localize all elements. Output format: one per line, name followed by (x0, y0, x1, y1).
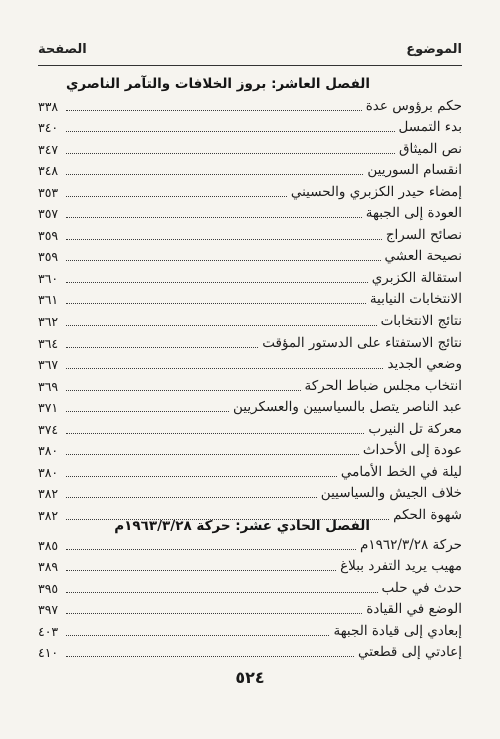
toc-entry (38, 618, 462, 640)
toc-entry-title: بدء التمسل (398, 119, 462, 136)
dot-leader (66, 570, 336, 571)
dot-leader (66, 497, 317, 498)
toc-entry-title: إعادتي إلى قطعتي (357, 644, 462, 661)
toc-entry (38, 416, 462, 438)
topic-column-label: الموضوع (406, 42, 462, 57)
toc-entry (38, 373, 462, 395)
toc-entry (38, 554, 462, 576)
toc-entry-title: الانتخابات النيابية (369, 291, 462, 308)
toc-entry (38, 597, 462, 619)
toc-entry (38, 308, 462, 330)
toc-entry (38, 481, 462, 503)
dot-leader (66, 153, 395, 154)
dot-leader (66, 454, 359, 455)
toc-entry-title: الوضع في القيادة (366, 601, 462, 618)
toc-entry-page: ٣٦١ (38, 292, 59, 308)
toc-entry-page: ٣٨٠ (38, 443, 59, 459)
dot-leader (66, 110, 362, 111)
toc-entry (38, 640, 462, 662)
toc-entry-page: ٣٥٣ (38, 184, 59, 200)
page-number: ٥٢٤ (235, 668, 265, 687)
toc-entry-page: ٣٩٥ (38, 580, 59, 596)
toc-entry-page: ٣٥٩ (38, 249, 59, 265)
column-headers (38, 42, 462, 57)
chapter-10-entries (38, 93, 462, 524)
toc-entry-title: إبعادي إلى قيادة الجبهة (333, 622, 462, 639)
toc-entry-title: نصيحة العشي (384, 248, 462, 265)
toc-entry (38, 201, 462, 223)
toc-entry-page: ٣٥٧ (38, 206, 59, 222)
dot-leader (66, 347, 258, 348)
toc-entry-title: إمضاء حيدر الكزبري والحسيني (290, 183, 462, 200)
toc-entry-title: عبد الناصر يتصل بالسياسيين والعسكريين (232, 399, 462, 416)
toc-entry-page: ٣٨٩ (38, 559, 59, 575)
toc-entry (38, 438, 462, 460)
toc-entry-title: استقالة الكزبري (371, 269, 462, 286)
toc-entry-title: حركة ١٩٦٢/٣/٢٨م (360, 536, 462, 553)
toc-entry-page: ٣٧١ (38, 400, 59, 416)
toc-entry-page: ٣٩٧ (38, 602, 59, 618)
page-column-label: الصفحة (38, 42, 87, 57)
dot-leader (66, 260, 381, 261)
toc-entry-page: ٣٧٤ (38, 421, 59, 437)
toc-entry (38, 575, 462, 597)
dot-leader (66, 303, 366, 304)
toc-entry (38, 179, 462, 201)
dot-leader (66, 433, 364, 434)
dot-leader (66, 217, 362, 218)
toc-entry-title: نصائح السراج (385, 226, 462, 243)
toc-entry-page: ٤٠٣ (38, 623, 59, 639)
toc-entry (38, 115, 462, 137)
toc-entry-title: انتخاب مجلس ضباط الحركة (304, 377, 462, 394)
dot-leader (66, 239, 382, 240)
toc-entry (38, 330, 462, 352)
toc-entry (38, 265, 462, 287)
toc-entry-title: مهيب يريد التفرد ببلاغ (340, 558, 462, 575)
dot-leader (66, 476, 337, 477)
toc-entry (38, 158, 462, 180)
toc-entry-title: نتائج الانتخابات (380, 313, 462, 330)
toc-entry-title: خلاف الجيش والسياسيين (320, 485, 462, 502)
toc-entry-page: ٣٨٥ (38, 537, 59, 553)
toc-entry (38, 136, 462, 158)
toc-entry-title: العودة إلى الجبهة (365, 205, 462, 222)
dot-leader (66, 325, 377, 326)
toc-entry-title: حدث في حلب (381, 579, 462, 596)
dot-leader (66, 411, 229, 412)
toc-entry-page: ٣٨٢ (38, 507, 59, 523)
toc-entry-title: انقسام السوريين (367, 162, 462, 179)
chapter-11-heading: الفصل الحادي عشر: حركة ١٩٦٣/٣/٢٨م (114, 518, 370, 534)
dot-leader (66, 282, 368, 283)
toc-entry-page: ٣٦٩ (38, 378, 59, 394)
toc-entry-page: ٣٤٠ (38, 120, 59, 136)
toc-entry-page: ٣٨٠ (38, 464, 59, 480)
dot-leader (66, 549, 356, 550)
toc-entry-title: وضعي الجديد (387, 356, 462, 373)
toc-entry-page: ٤١٠ (38, 645, 59, 661)
dot-leader (66, 368, 383, 369)
toc-entry-title: حكم برؤوس عدة (365, 97, 462, 114)
toc-entry-page: ٣٤٧ (38, 141, 59, 157)
chapter-11-entries (38, 532, 462, 661)
toc-entry (38, 287, 462, 309)
toc-entry-title: نتائج الاستفتاء على الدستور المؤقت (262, 334, 462, 351)
toc-entry (38, 395, 462, 417)
dot-leader (66, 196, 287, 197)
toc-entry-page: ٣٦٧ (38, 357, 59, 373)
dot-leader (66, 635, 329, 636)
toc-entry-title: نص الميثاق (399, 140, 462, 157)
toc-entry-title: عودة إلى الأحداث (362, 442, 462, 459)
toc-entry (38, 222, 462, 244)
toc-entry-page: ٣٦٢ (38, 314, 59, 330)
toc-entry (38, 93, 462, 115)
dot-leader (66, 613, 362, 614)
toc-entry-title: ليلة في الخط الأمامي (340, 463, 462, 480)
dot-leader (66, 131, 395, 132)
dot-leader (66, 390, 301, 391)
chapter-10-heading: الفصل العاشر: بروز الخلافات والتآمر الناصري (65, 76, 370, 92)
toc-entry-page: ٣٣٨ (38, 98, 59, 114)
dot-leader (66, 656, 354, 657)
toc-entry (38, 459, 462, 481)
toc-entry (38, 352, 462, 374)
toc-entry-page: ٣٦٤ (38, 335, 59, 351)
toc-entry-page: ٣٨٢ (38, 486, 59, 502)
toc-entry-page: ٣٤٨ (38, 163, 59, 179)
toc-entry (38, 244, 462, 266)
toc-entry-title: شهوة الحكم (393, 506, 462, 523)
header-divider (38, 65, 462, 66)
dot-leader (66, 592, 378, 593)
toc-entry-page: ٣٥٩ (38, 227, 59, 243)
toc-entry-page: ٣٦٠ (38, 270, 59, 286)
toc-entry-title: معركة تل النيرب (368, 420, 462, 437)
toc-entry (38, 532, 462, 554)
dot-leader (66, 174, 363, 175)
